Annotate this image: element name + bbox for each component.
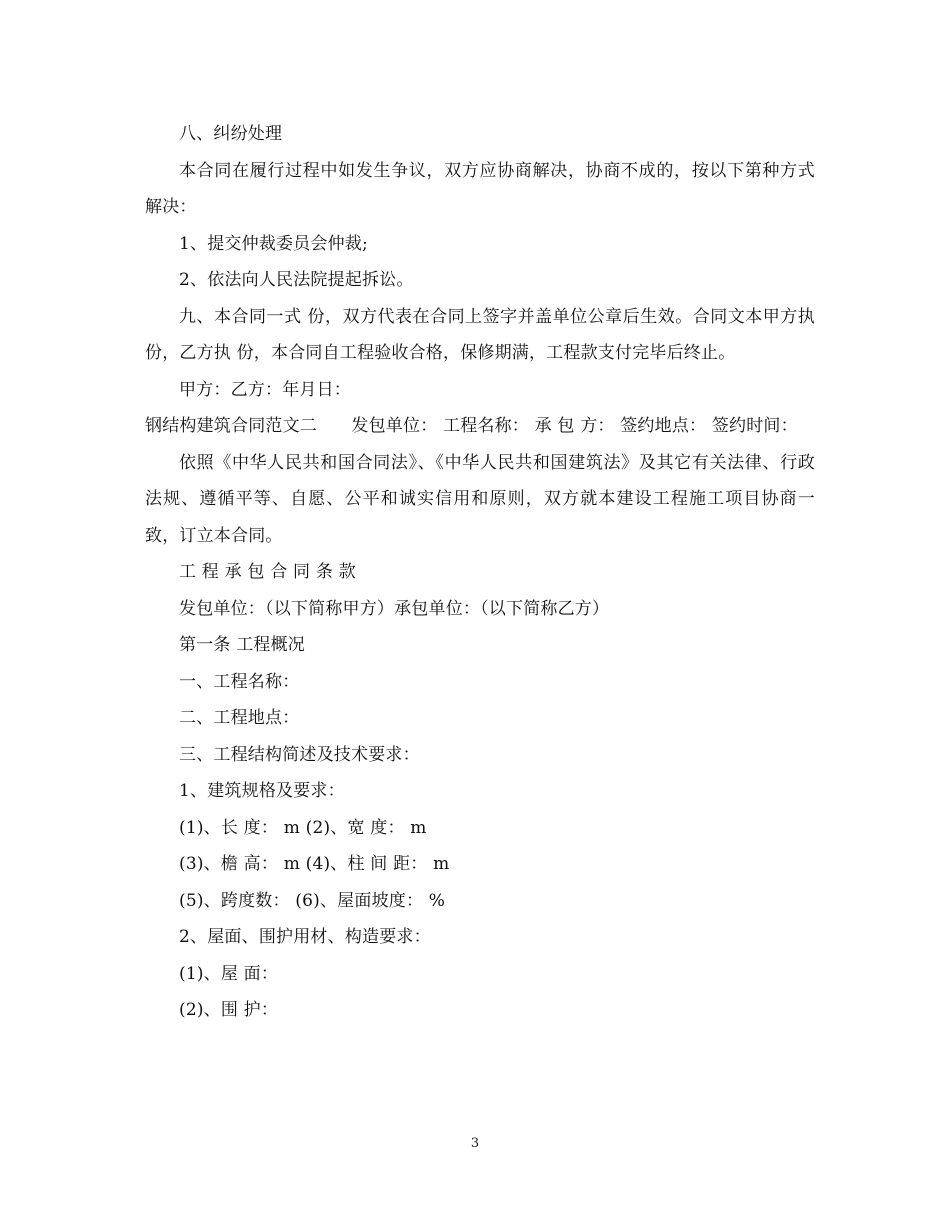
spec-length-width: (1)、长 度： m (2)、宽 度： m bbox=[179, 817, 427, 838]
paragraph-copies-effectiveness: 九、本合同一式 份，双方代表在合同上签字并盖单位公章后生效。合同文本甲方执 份，乙方执 份，本合同自工程验收合格，保修期满，工程款支付完毕后终止。 bbox=[145, 306, 815, 363]
project-name-field: 一、工程名称： bbox=[179, 671, 300, 692]
page-number: 3 bbox=[470, 1136, 480, 1151]
list-item-litigation: 2、依法向人民法院提起拆讼。 bbox=[179, 270, 414, 290]
paragraph-dispute-resolution: 本合同在履行过程中如发生争议，双方应协商解决，协商不成的，按以下第种方式解决： bbox=[145, 160, 815, 217]
project-location-field: 二、工程地点： bbox=[179, 708, 300, 728]
structure-requirements-heading: 三、工程结构简述及技术要求： bbox=[179, 744, 420, 765]
contract-title-line: 钢结构建筑合同范文二 发包单位： 工程名称： 承 包 方： 签约地点： 签约时间： bbox=[145, 416, 798, 436]
envelope-field: (2)、围 护： bbox=[179, 1000, 279, 1020]
spec-span-slope: (5)、跨度数： (6)、屋面坡度： % bbox=[179, 890, 446, 911]
article-one-heading: 第一条 工程概况 bbox=[179, 635, 306, 655]
spec-eave-column: (3)、檐 高： m (4)、柱 间 距： m bbox=[179, 854, 450, 874]
list-item-arbitration: 1、提交仲裁委员会仲裁; bbox=[179, 233, 368, 254]
clauses-heading: 工 程 承 包 合 同 条 款 bbox=[179, 562, 356, 582]
building-spec-heading: 1、建筑规格及要求： bbox=[179, 781, 345, 801]
parties-line: 发包单位：（以下简称甲方）承包单位：（以下简称乙方） bbox=[179, 598, 610, 619]
paragraph-legal-basis: 依照《中华人民共和国合同法》、《中华人民共和国建筑法》及其它有关法律、行政法规、遵循平等、自愿、公平和诚实信用和原则，双方就本建设工程施工项目协商一致，订立本合同。 bbox=[145, 452, 815, 546]
document-body bbox=[145, 116, 815, 1029]
roof-envelope-heading: 2、屋面、围护用材、构造要求： bbox=[179, 927, 431, 947]
signature-line: 甲方：乙方：年月日： bbox=[179, 379, 351, 400]
roof-field: (1)、屋 面： bbox=[179, 963, 279, 984]
section-heading-dispute: 八、纠纷处理 bbox=[179, 124, 283, 144]
